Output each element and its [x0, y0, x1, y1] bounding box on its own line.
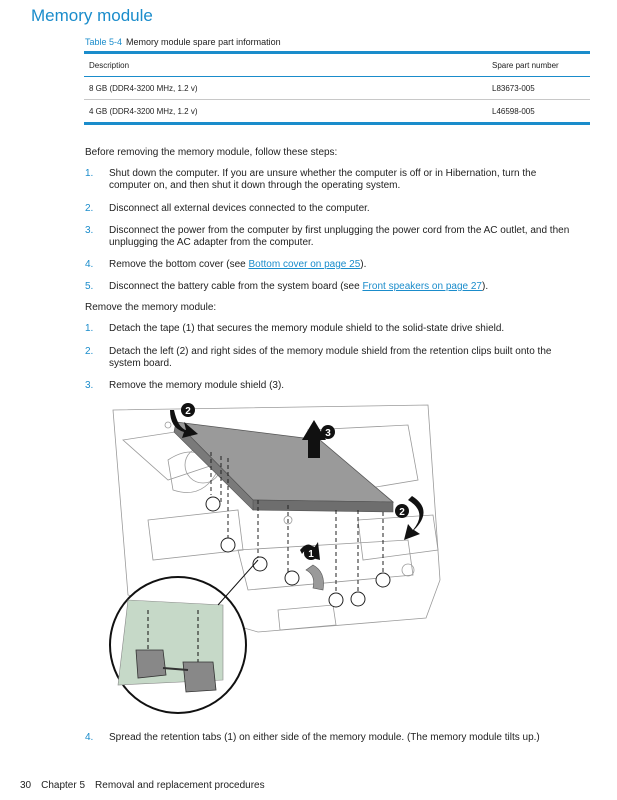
step-text-pre: Remove the bottom cover (see [109, 259, 249, 270]
step-text-post: ). [360, 259, 367, 270]
step-text: Remove the memory module shield (3). [109, 380, 285, 391]
step-text [109, 281, 589, 293]
callout-label: 3 [325, 428, 331, 439]
step-number: 4. [85, 732, 94, 743]
intro-remove-module: Remove the memory module: [85, 302, 217, 313]
prep-step-5 [85, 281, 589, 293]
step-number: 2. [85, 203, 94, 214]
page-footer [20, 780, 265, 791]
table-header-part-number: Spare part number [492, 60, 559, 70]
table-cell: 8 GB (DDR4-3200 MHz, 1.2 v) [89, 83, 198, 93]
step-text-post: ). [481, 281, 489, 292]
step-number: 5. [85, 281, 94, 292]
table-caption-number: Table 5-4 [85, 37, 123, 47]
step-number: 3. [85, 225, 94, 236]
step-number: 3. [85, 380, 94, 391]
table-caption [85, 37, 281, 47]
bottom-cover-link[interactable]: Bottom cover on page 25 [248, 259, 361, 270]
callout-2-right [395, 504, 409, 518]
callout-label: 2 [399, 507, 405, 518]
table-cell: 4 GB (DDR4-3200 MHz, 1.2 v) [89, 106, 198, 116]
step-text: Shut down the computer. If you are unsure whether the computer is off or in Hibernation, turn the computer on, and then shut it down through the operating system. [109, 168, 537, 191]
table-cell: L83673-005 [492, 83, 535, 93]
callout-2-left [181, 403, 195, 417]
tape [306, 565, 324, 590]
prep-step-4 [85, 259, 589, 271]
footer-chapter-title: Removal and replacement procedures [95, 780, 265, 791]
table-header-description: Description [89, 60, 130, 70]
table-cell: L46598-005 [492, 106, 535, 116]
prep-step-1 [85, 168, 559, 192]
prep-step-3 [85, 225, 594, 249]
step-text: Spread the retention tabs (1) on either side of the memory module. (The memory module tilts up.) [109, 732, 540, 743]
callout-1 [304, 546, 318, 560]
step-text [109, 259, 589, 271]
inset-leader-line [218, 560, 258, 605]
remove-step-2 [85, 346, 559, 370]
front-speakers-link[interactable]: Front speakers on page 27 [362, 281, 482, 292]
step-text: Disconnect the power from the computer by first unplugging the power cord from the AC outlet, and then unplugging the AC adapter from the computer. [109, 225, 570, 248]
remove-step-3 [85, 380, 589, 392]
table-row [84, 77, 590, 100]
step-text-pre: Disconnect the battery cable from the system board (see [109, 281, 363, 292]
step-number: 1. [85, 323, 94, 334]
callout-label: 1 [308, 549, 314, 560]
callout-3 [321, 425, 335, 439]
step-number: 1. [85, 168, 94, 179]
detach-right-arrow-icon [404, 496, 424, 540]
remove-step-4 [85, 732, 589, 744]
page-title: Memory module [31, 6, 153, 25]
step-text: Detach the left (2) and right sides of the memory module shield from the retention clips built onto the system board. [109, 346, 552, 369]
page-number: 30 [20, 780, 32, 791]
spare-parts-table [84, 51, 590, 125]
remove-step-1 [85, 323, 589, 335]
detail-inset [110, 577, 246, 713]
intro-before-removing: Before removing the memory module, follow these steps: [85, 147, 338, 158]
prep-step-2 [85, 203, 589, 215]
callout-label: 2 [185, 406, 191, 417]
footer-chapter: Chapter 5 [41, 780, 86, 791]
step-number: 4. [85, 259, 94, 270]
table-caption-text: Memory module spare part information [126, 37, 281, 47]
memory-module-illustration [108, 400, 448, 720]
step-text: Detach the tape (1) that secures the memory module shield to the solid-state drive shield. [109, 323, 505, 334]
step-number: 2. [85, 346, 94, 357]
table-row [84, 100, 590, 122]
table-header-row [84, 54, 590, 77]
step-text: Disconnect all external devices connected to the computer. [109, 203, 370, 214]
